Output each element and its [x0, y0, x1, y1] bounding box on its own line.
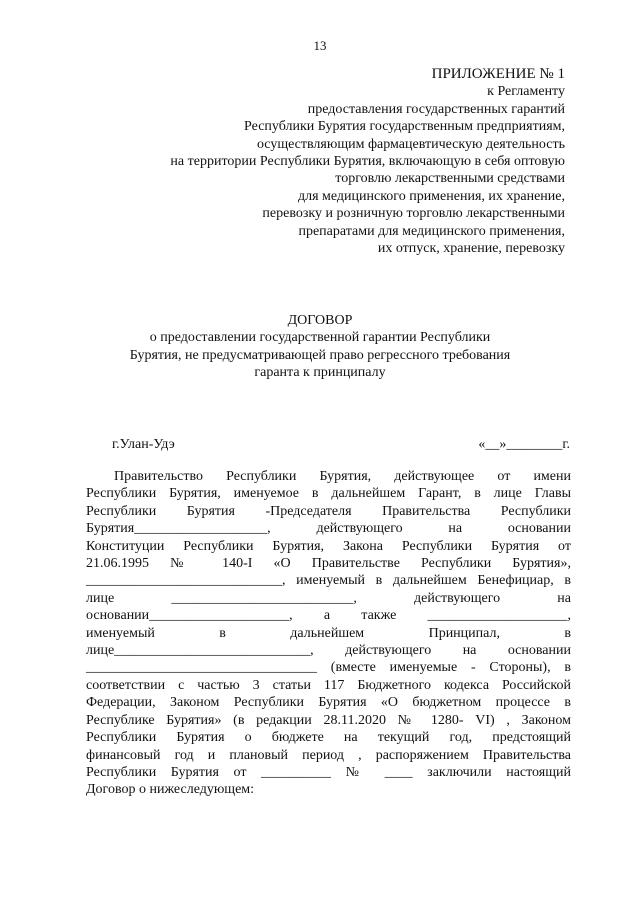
preamble-line: Федерации, Законом Республики Бурятия «О бюджетном процессе в	[86, 695, 571, 711]
preamble-line: Бурятия___________________, действующего на основании	[86, 521, 571, 537]
appendix-heading: ПРИЛОЖЕНИЕ № 1	[431, 66, 565, 82]
contract-subtitle-line: о предоставлении государственной гарантии Республики	[149, 330, 491, 346]
contract-title-block	[0, 312, 640, 382]
preamble-line: именуемый в дальнейшем Принципал, в	[86, 625, 571, 641]
appendix-line: к Регламенту	[487, 84, 565, 100]
page-number: 13	[313, 38, 327, 53]
appendix-line: их отпуск, хранение, перевозку	[377, 241, 565, 257]
appendix-line: на территории Республики Бурятия, включающую в себя оптовую	[170, 154, 565, 170]
appendix-line: препаратами для медицинского применения,	[298, 223, 565, 239]
preamble-line: Республике Бурятия» (в редакции 28.11.2020 № 1280- VI) , Законом	[86, 712, 571, 728]
preamble-line: Республики Бурятия от __________ № ____ заключили настоящий	[86, 764, 571, 780]
preamble-line: основании____________________, а также ____________________,	[86, 608, 571, 624]
appendix-line: осуществляющим фармацевтическую деятельность	[256, 136, 565, 152]
appendix-line: предоставления государственных гарантий	[307, 101, 565, 117]
preamble-line: Договор о нижеследующем:	[86, 782, 255, 798]
preamble-line: соответствии с частью 3 статьи 117 Бюджетного кодекса Российской	[86, 677, 571, 693]
preamble-line: Правительство Республики Бурятия, действующее от имени	[114, 469, 571, 484]
preamble-line: Конституции Республики Бурятия, Закона Республики Бурятия от	[86, 538, 571, 554]
appendix-line: торговлю лекарственными средствами	[335, 171, 565, 187]
contract-date: «__»________г.	[478, 437, 570, 452]
preamble-line: лице __________________________, действующего на	[86, 590, 571, 606]
contract-subtitle-line: Бурятия, не предусматривающей право регрессного требования	[129, 347, 511, 363]
contract-preamble	[86, 468, 571, 799]
appendix-block	[105, 66, 565, 257]
contract-subtitle-line: гаранта к принципалу	[254, 365, 386, 381]
preamble-line: финансовый год и плановый период , распоряжением Правительства	[86, 747, 571, 763]
preamble-line: ____________________________, именуемый в дальнейшем Бенефициар, в	[86, 573, 571, 589]
preamble-line: лице____________________________, действующего на основании	[86, 643, 571, 659]
contract-heading: ДОГОВОР	[287, 313, 353, 328]
preamble-line: _________________________________ (вместе именуемые - Стороны), в	[86, 660, 571, 676]
appendix-line: перевозку и розничную торговлю лекарственными	[262, 206, 565, 222]
appendix-line: для медицинского применения, их хранение,	[297, 188, 565, 204]
contract-city: г.Улан-Удэ	[112, 437, 175, 452]
appendix-line: Республики Бурятия государственным предприятиям,	[244, 119, 565, 135]
preamble-line: 21.06.1995 № 140-I «О Правительстве Республики Бурятия»,	[86, 556, 571, 572]
preamble-line: Республики Бурятия о бюджете на текущий год, предстоящий	[86, 730, 571, 746]
preamble-line: Республики Бурятия, именуемое в дальнейшем Гарант, в лице Главы	[86, 486, 571, 502]
preamble-line: Республики Бурятия -Председателя Правительства Республики	[86, 503, 571, 519]
